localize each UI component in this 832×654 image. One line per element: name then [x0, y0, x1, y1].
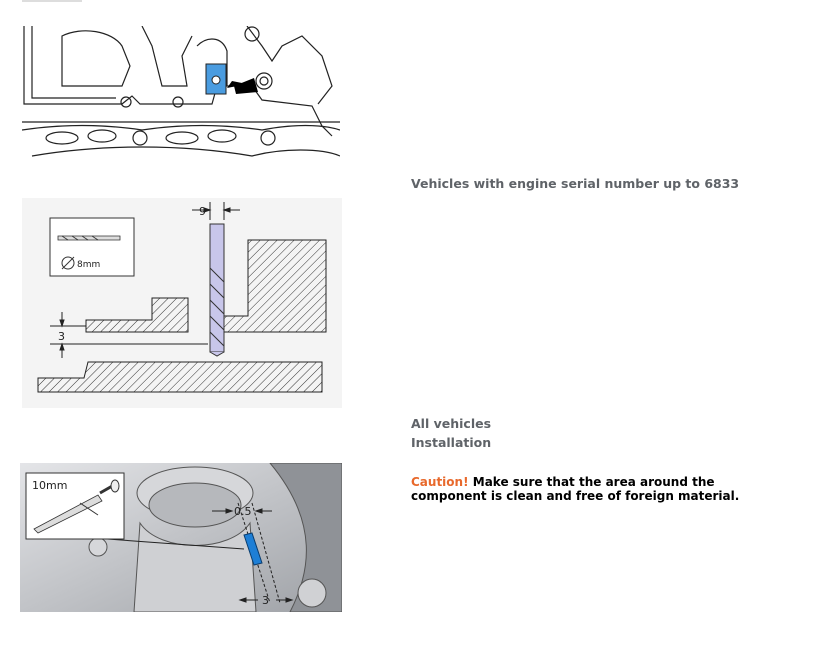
top-edge-fragment [22, 0, 82, 3]
engine-block-illustration [22, 26, 340, 168]
installation-heading: Installation [411, 435, 492, 450]
dimension-0-5-label: 0.5 [234, 505, 252, 518]
drill-size-label-10mm: 10mm [32, 479, 68, 492]
drilling-section-diagram [22, 198, 342, 408]
drill-location-render [20, 463, 342, 612]
caution-label: Caution! [411, 475, 469, 489]
dimension-9-label: 9 [199, 205, 206, 218]
dimension-3-label: 3 [262, 594, 269, 607]
caution-message: Make sure that the area around the component is clean and free of foreign material. [411, 475, 740, 503]
all-vehicles-heading: All vehicles [411, 416, 492, 431]
caution-note [411, 475, 756, 503]
dimension-3-label: 3 [58, 330, 65, 343]
drill-size-label-8mm: 8mm [77, 260, 101, 270]
serial-number-condition: Vehicles with engine serial number up to 6833 [411, 176, 740, 191]
